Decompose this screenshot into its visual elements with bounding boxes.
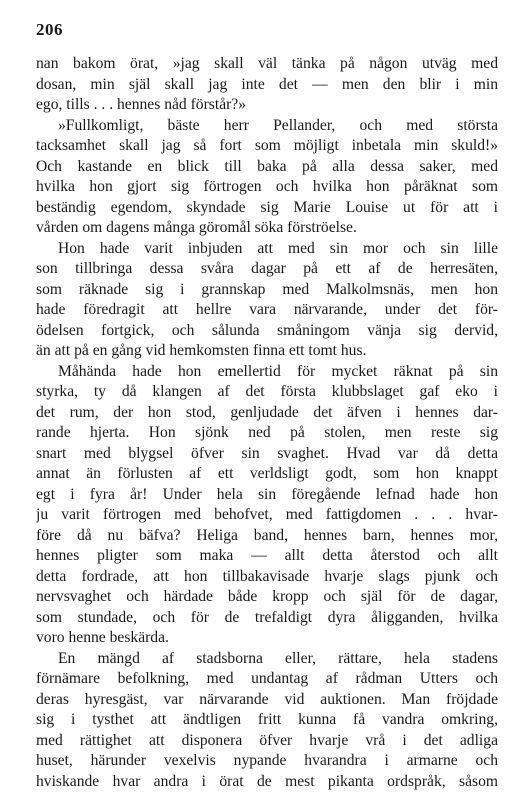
text-line: Måhända hade hon emellertid för mycket räknat på sin (36, 362, 498, 383)
text-line: hviskande hvar andra i örat de mest pikanta ordspråk, såsom (36, 772, 498, 792)
text-line: En mängd af stadsborna eller, rättare, hela stadens (36, 649, 498, 670)
text-line: som stundade, och för de trefaldigt dyra åligganden, hvilka (36, 608, 498, 629)
page-number: 206 (36, 18, 498, 42)
text-line: förnämare befolkning, med undantag af rådman Utters och (36, 669, 498, 690)
text-line: det rum, der hon stod, genljudade det äfven i hennes dar- (36, 403, 498, 424)
text-line: egt i fyra år! Under hela sin föregående lefnad hade hon (36, 485, 498, 506)
text-line: huset, härunder vexelvis nypande hvarandra i armarne och (36, 751, 498, 772)
body-text (36, 54, 498, 792)
text-line: beständig egendom, skyndade sig Marie Louise ut för att i (36, 198, 498, 219)
text-line: än att på en gång vid hemkomsten finna ett tomt hus. (36, 341, 498, 362)
text-line: hennes pligter som maka — allt detta återstod och allt (36, 546, 498, 567)
text-line: annat än förlusten af ett verldsligt godt, som hon knappt (36, 464, 498, 485)
text-line: sig i tysthet att ändtligen fritt kunna få vandra omkring, (36, 710, 498, 731)
text-line: styrka, ty då klangen af det första klubbslaget gaf eko i (36, 382, 498, 403)
text-line: vården om dagens många göromål söka förströelse. (36, 218, 498, 239)
text-line: nervsvaghet och härdade både kropp och själ för de dagar, (36, 587, 498, 608)
text-line: hade föredragit att hellre vara närvarande, under det för- (36, 300, 498, 321)
text-line: Och kastande en blick till baka på alla dessa saker, med (36, 157, 498, 178)
text-line: med rättighet att disponera öfver hvarje vrå i det adliga (36, 731, 498, 752)
text-line: Hon hade varit inbjuden att med sin mor och sin lille (36, 239, 498, 260)
text-line: rande hjerta. Hon sjönk ned på stolen, men reste sig (36, 423, 498, 444)
text-line: snart med blygsel öfver sin svaghet. Hvad var då detta (36, 444, 498, 465)
text-line: som räknade sig i grannskap med Malkolmsnäs, men hon (36, 280, 498, 301)
text-line: hvilka hon gjort sig förtrogen och hvilka hon påräknat som (36, 177, 498, 198)
text-line: ju varit förtrogen med behofvet, med fattigdomen . . . hvar- (36, 505, 498, 526)
text-line: dosan, min själ skall jag inte det — men den blir i min (36, 75, 498, 96)
text-line: ödelsen fortgick, och sålunda småningom vänja sig dervid, (36, 321, 498, 342)
text-line: ego, tills . . . hennes nåd förstår?» (36, 95, 498, 116)
book-page (36, 18, 498, 792)
text-line: nan bakom örat, »jag skall väl tänka på någon utväg med (36, 54, 498, 75)
text-line: före då nu bäfva? Heliga band, hennes barn, hennes mor, (36, 526, 498, 547)
text-line: detta fordrade, att hon tillbakavisade hvarje slags pjunk och (36, 567, 498, 588)
text-line: tacksamhet skall jag så fort som möjligt inbetala min skuld!» (36, 136, 498, 157)
text-line: »Fullkomligt, bäste herr Pellander, och med största (36, 116, 498, 137)
text-line: voro henne beskärda. (36, 628, 498, 649)
text-line: deras hyresgäst, var närvarande vid auktionen. Man fröjdade (36, 690, 498, 711)
text-line: son tillbringa dessa svåra dagar på ett af de herresäten, (36, 259, 498, 280)
